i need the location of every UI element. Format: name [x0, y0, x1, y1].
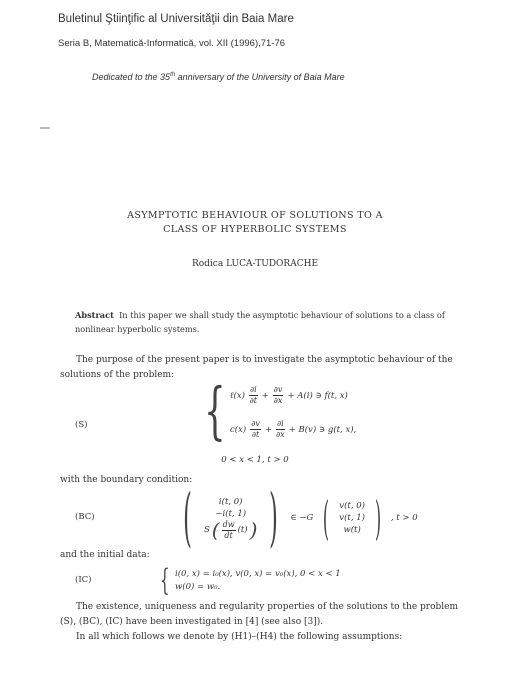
paper-title-line1: ASYMPTOTIC BEHAVIOUR OF SOLUTIONS TO A [127, 210, 383, 221]
fraction-di-dt [249, 385, 258, 406]
coef-c: c(x) [230, 424, 247, 435]
frac-den: ∂x [273, 396, 283, 405]
right-vector [339, 500, 365, 536]
frac-arg: (t) [237, 525, 248, 535]
paper-title-line2: CLASS OF HYPERBOLIC SYSTEMS [163, 224, 347, 235]
paragraph-intro: The purpose of the present paper is to investigate the asymptotic behaviour of the solutions of the problem: [60, 355, 453, 380]
frac-num: ∂i [249, 385, 257, 394]
right-paren-2: ) [374, 491, 382, 545]
initial-row-1: i(0, x) = i₀(x), v(0, x) = v₀(x), 0 < x < 1 [175, 569, 341, 579]
system-row-1-rest: + A(i) ∋ f(t, x) [287, 390, 348, 401]
vec-entry: i(t, 0) [218, 496, 243, 507]
journal-title: Buletinul Ştiinţific al Universităţii din Baia Mare [58, 13, 294, 25]
frac-den: ∂t [249, 396, 257, 405]
abstract [75, 308, 465, 336]
fraction-dv-dx [273, 385, 284, 406]
vec-entry: v(t, 0) [339, 501, 365, 511]
coef-l: ℓ(x) [230, 391, 245, 401]
vec-entry: w(t) [343, 525, 361, 535]
label-IC: (IC) [75, 575, 92, 585]
system-row-1 [230, 385, 348, 406]
left-paren-2: ( [323, 491, 330, 545]
vec-entry-derivative [204, 520, 257, 541]
system-brace: { [204, 374, 226, 447]
scan-mark [40, 127, 50, 129]
journal-series: Seria B, Matematică-Informatică, vol. XII (1996),71-76 [58, 38, 286, 49]
paper-author: Rodica LUCA-TUDORACHE [191, 259, 319, 269]
boundary-condition [175, 481, 418, 555]
operator-S: S [203, 525, 210, 535]
plus-sign: + [261, 390, 269, 401]
frac-den: ∂t [251, 430, 260, 439]
abstract-label: Abstract [75, 310, 114, 320]
abstract-text: In this paper we shall study the asymptotic behaviour of solutions to a class of nonlinear hyperbolic systems. [75, 310, 445, 334]
vec-entry: v(t, 1) [339, 513, 365, 523]
vec-entry: −i(t, 1) [215, 508, 247, 519]
right-paren: ) [269, 481, 279, 555]
inclusion-operator: ∈ −G [290, 513, 314, 523]
frac-den: dt [224, 530, 233, 540]
time-condition: , t > 0 [390, 513, 418, 523]
dedication-text-end: anniversary of the University of Baia Mare [175, 72, 345, 82]
frac-num: ∂i [276, 419, 284, 428]
left-vector [204, 496, 257, 541]
frac-num: ∂v [273, 385, 283, 394]
system-row-2 [230, 419, 356, 440]
frac-num: ∂v [251, 419, 260, 428]
domain-condition: 0 < x < 1, t > 0 [221, 455, 289, 465]
label-BC: (BC) [75, 512, 95, 522]
paragraph-initial: and the initial data: [60, 550, 150, 560]
fraction-dv-dt [250, 419, 261, 440]
paragraph-assumptions: In all which follows we denote by (H1)–(H4) the following assumptions: [76, 632, 403, 642]
dedication-text: Dedicated to the 35 [92, 72, 171, 82]
system-row-2-rest: + B(v) ∋ g(t, x), [288, 424, 357, 435]
paragraph-boundary: with the boundary condition: [60, 475, 193, 485]
paragraph-existence: The existence, uniqueness and regularity properties of the solutions to the problem (S), (BC), (IC) have been investigated in [4] (see also [3]). [60, 602, 459, 627]
frac-den: ∂x [275, 430, 285, 439]
initial-brace: { [160, 563, 170, 598]
inner-paren-right: ) [249, 518, 258, 542]
dedication-sup: th [170, 72, 176, 78]
fraction-dw-dt [222, 520, 236, 541]
initial-row-2: w(0) = w₀. [175, 582, 221, 592]
fraction-di-dx [276, 419, 285, 440]
frac-num: dw [222, 519, 235, 529]
label-S: (S) [75, 420, 88, 430]
inner-paren-left: ( [211, 518, 220, 542]
plus-sign: + [264, 424, 272, 435]
left-paren: ( [183, 481, 192, 555]
dedication [92, 72, 345, 82]
